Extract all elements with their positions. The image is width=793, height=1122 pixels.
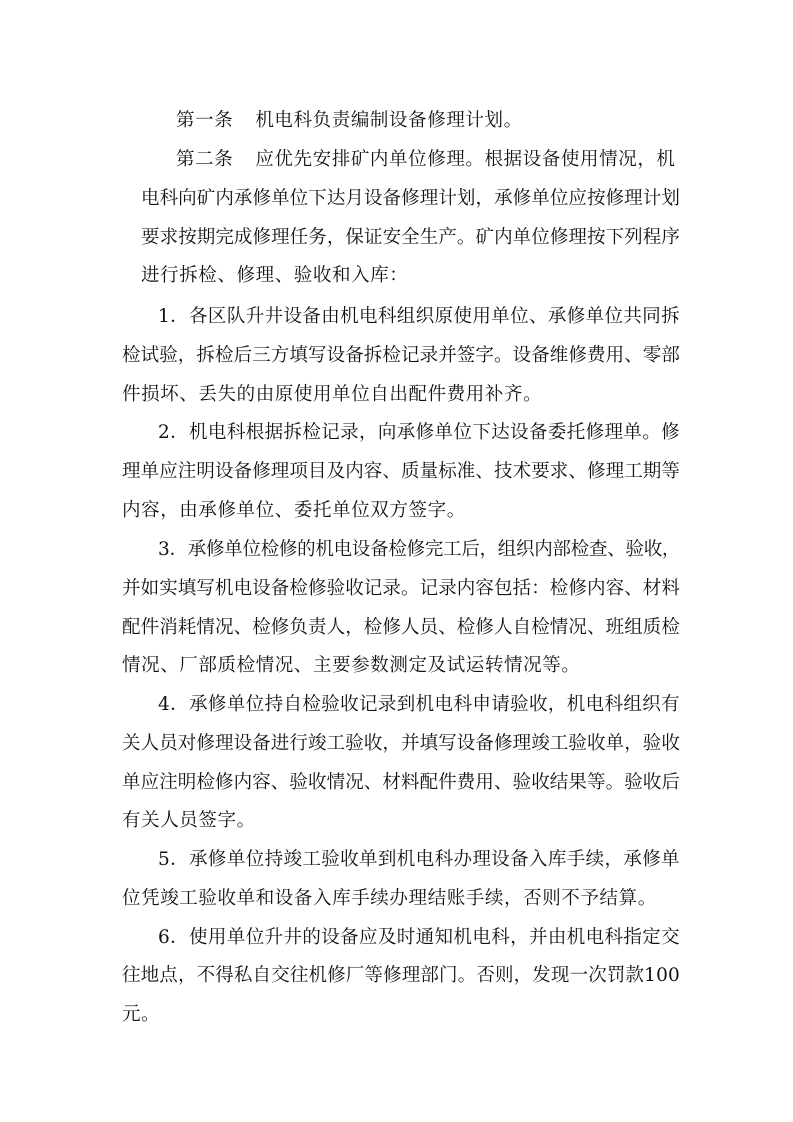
article-1-label: 第一条 [176, 110, 234, 131]
article-1-text: 机电科负责编制设备修理计划。 [255, 110, 523, 131]
item-5-line-2: 位凭竣工验收单和设备入库手续办理结账手续，否则不予结算。 [122, 888, 657, 909]
article-2-line-2: 电科向矿内承修单位下达月设备修理计划，承修单位应按修理计划 [141, 188, 680, 209]
item-6-line-1: 6．使用单位升井的设备应及时通知机电科，并由机电科指定交 [158, 927, 681, 948]
item-6-line-2: 往地点，不得私自交往机修厂等修理部门。否则，发现一次罚款100 [122, 965, 680, 986]
item-4-line-3: 单应注明检修内容、验收情况、材料配件费用、验收结果等。验收后 [122, 772, 681, 793]
item-4-line-1: 4．承修单位持自检验收记录到机电科申请验收，机电科组织有 [158, 694, 681, 715]
item-1-line-3: 件损坏、丢失的由原使用单位自出配件费用补齐。 [122, 384, 543, 405]
item-3-line-2: 并如实填写机电设备检修验收记录。记录内容包括：检修内容、材料 [122, 578, 681, 599]
item-2-line-1: 2．机电科根据拆检记录，向承修单位下达设备委托修理单。修 [158, 422, 681, 443]
item-2-line-3: 内容，由承修单位、委托单位双方签字。 [122, 500, 466, 521]
item-2-line-2: 理单应注明设备修理项目及内容、质量标准、技术要求、修理工期等 [122, 461, 681, 482]
item-4-line-2: 关人员对修理设备进行竣工验收，并填写设备修理竣工验收单，验收 [122, 733, 681, 754]
item-6-line-3: 元。 [122, 1004, 161, 1025]
item-1-line-2: 检试验，拆检后三方填写设备拆检记录并签字。设备维修费用、零部 [122, 345, 681, 366]
article-2-line-3: 要求按期完成修理任务，保证安全生产。矿内单位修理按下列程序 [141, 227, 680, 248]
item-5-line-1: 5．承修单位持竣工验收单到机电科办理设备入库手续，承修单 [158, 849, 681, 870]
item-4-line-4: 有关人员签字。 [122, 810, 256, 831]
article-1-line [176, 109, 523, 133]
item-3-line-4: 情况、厂部质检情况、主要参数测定及试运转情况等。 [122, 655, 581, 676]
article-2-line-1 [176, 148, 676, 172]
article-2-text-1: 应优先安排矿内单位修理。根据设备使用情况，机 [255, 149, 676, 170]
item-3-line-1: 3．承修单位检修的机电设备检修完工后，组织内部检查、验收， [158, 539, 681, 560]
item-3-line-3: 配件消耗情况、检修负责人，检修人员、检修人自检情况、班组质检 [122, 617, 681, 638]
article-2-label: 第二条 [176, 149, 234, 170]
item-1-line-1: 1．各区队升井设备由机电科组织原使用单位、承修单位共同拆 [158, 306, 681, 327]
article-2-line-4: 进行拆检、修理、验收和入库： [141, 265, 409, 286]
